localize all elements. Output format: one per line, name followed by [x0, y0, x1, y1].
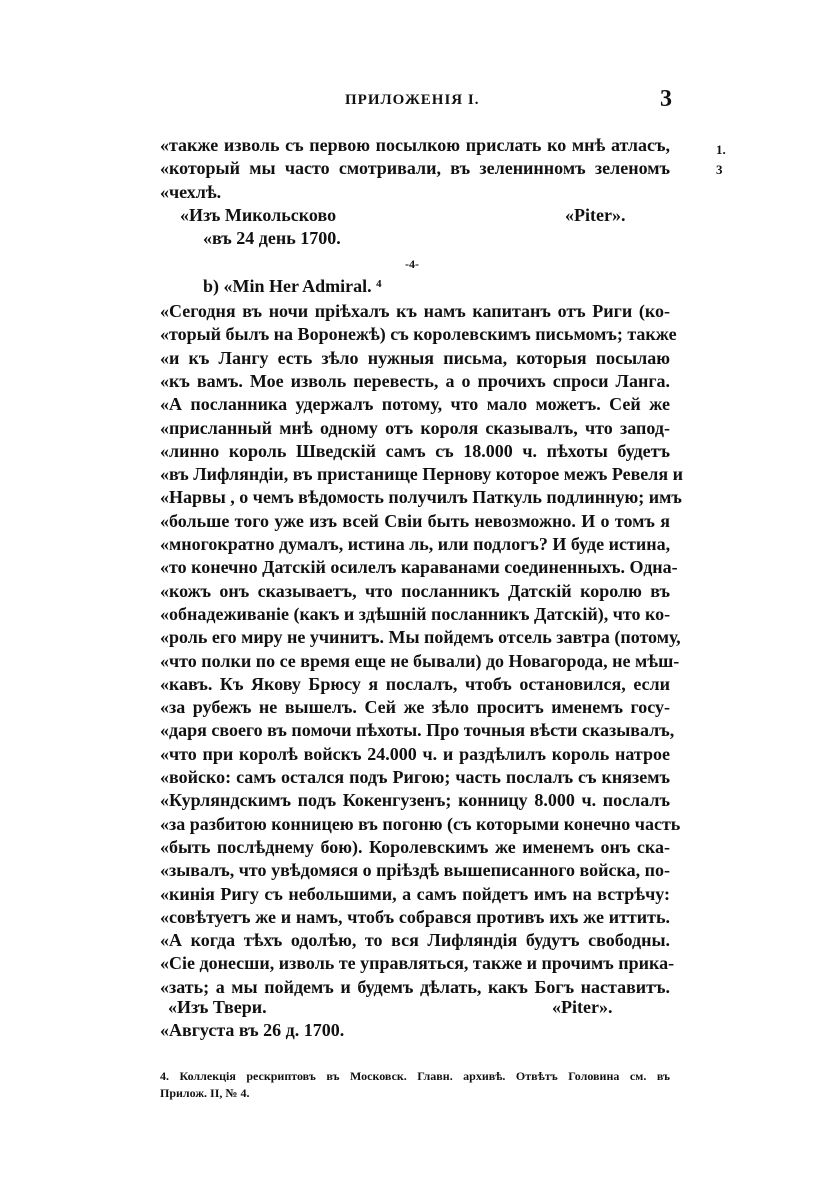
body-line: «кожъ онъ сказываетъ, что посланникъ Датскій королю въ	[160, 580, 670, 601]
body-line: «что полки по се время еще не бывали) до Новагорода, не мѣш-	[160, 650, 680, 671]
body-line: «Курляндскимъ подъ Кокенгузенъ; конницу 8.000 ч. послалъ	[160, 790, 670, 811]
intro-line: «который мы часто смотривали, въ зеленинномъ зеленомъ	[160, 158, 670, 178]
footnote-line: Прилож. II, № 4.	[160, 1086, 250, 1100]
body-line: «даря своего въ помочи пѣхоты. Про точныя вѣсти сказывалъ,	[160, 720, 675, 741]
body-line: «зать; а мы пойдемъ и будемъ дѣлать, какъ Богъ наставитъ.	[160, 976, 670, 997]
body-line: «за рубежъ не вышелъ. Сей же зѣло проситъ именемъ госу-	[160, 697, 670, 718]
body-line: «роль его миру не учинитъ. Мы пойдемъ отсель завтра (потому,	[160, 627, 681, 648]
signoff-signature: «Piter».	[552, 997, 613, 1017]
body-line: «А когда тѣхъ одолѣю, то вся Лифляндія будутъ свободны.	[160, 930, 670, 951]
body-line: «присланный мнѣ одному отъ короля сказывалъ, что запод-	[160, 417, 670, 438]
signoff-date: «въ 24 день 1700.	[203, 228, 341, 248]
body-line: «быть послѣднему бою). Королевскимъ же именемъ онъ ска-	[160, 836, 670, 857]
body-line: «кавъ. Къ Якову Брюсу я послалъ, чтобъ остановился, если	[160, 673, 670, 694]
body-line: «торый былъ на Воронежѣ) съ королевскимъ письмомъ; также	[160, 324, 677, 345]
body-line: «Сегодня въ ночи пріѣхалъ къ намъ капитанъ отъ Риги (ко-	[160, 301, 670, 321]
section-separator: -4-	[405, 257, 419, 271]
body-line: «за разбитою конницею въ погоню (съ которыми конечно часть	[160, 813, 681, 834]
letter-heading: b) «Min Her Admiral. ⁴	[203, 276, 382, 296]
body-line: «обнадеживаніе (какъ и здѣшній посланникъ Датскій), что ко-	[160, 603, 671, 624]
body-line: «совѣтуетъ же и намъ, чтобъ собрався противъ ихъ же иттить.	[160, 906, 670, 927]
intro-line: «также изволь съ первою посылкою прислать ко мнѣ атласъ,	[160, 135, 670, 155]
body-line: «и къ Лангу есть зѣло нужныя письма, которыя посылаю	[160, 347, 670, 368]
signoff-place: «Изъ Твери.	[168, 997, 267, 1017]
signoff-date: «Августа въ 26 д. 1700.	[160, 1020, 345, 1040]
signoff-place: «Изъ Микольсково	[180, 205, 337, 225]
intro-line: «чехлѣ.	[160, 182, 222, 202]
page-number: 3	[660, 86, 672, 112]
body-line: «зывалъ, что увѣдомяся о пріѣздѣ вышеписанного войска, по-	[160, 860, 670, 881]
body-line: «А посланника удержалъ потому, что мало можетъ. Сей же	[160, 394, 670, 415]
body-line: «больше того уже изъ всей Свіи быть невозможно. И о томъ я	[160, 510, 670, 531]
body-line: «то конечно Датскій осилелъ караванами соединенныхъ. Одна-	[160, 557, 678, 578]
margin-note-1: 1.	[716, 142, 726, 157]
body-line: «Сіе донесши, изволь те управляться, также и прочимъ прика-	[160, 953, 675, 974]
margin-note-2: 3	[716, 162, 723, 177]
body-line: «Нарвы , о чемъ вѣдомость получилъ Паткуль подлинную; имъ	[160, 487, 682, 508]
body-line: «многократно думалъ, истина ль, или подлогъ? И буде истина,	[160, 534, 671, 554]
body-line: «къ вамъ. Мое изволь перевесть, а о прочихъ спроси Ланга.	[160, 370, 670, 391]
body-line: «что при королѣ войскъ 24.000 ч. и раздѣлилъ король натрое	[160, 743, 670, 764]
body-line: «въ Лифляндіи, въ пристанище Пернову которое межъ Ревеля и	[160, 464, 683, 485]
footnote-line: 4. Коллекція рескриптовъ въ Московск. Главн. архивѣ. Отвѣтъ Головина см. въ	[160, 1069, 670, 1083]
body-line: «линно король Шведскій самъ съ 18.000 ч. пѣхоты будетъ	[160, 440, 670, 461]
running-header: ПРИЛОЖЕНІЯ І.	[345, 92, 480, 108]
body-line: «кинія Ригу съ небольшими, а самъ пойдетъ имъ на встрѣчу:	[160, 883, 670, 904]
signoff-signature: «Piter».	[565, 205, 626, 225]
body-line: «войско: самъ остался подъ Ригою; часть послалъ съ княземъ	[160, 767, 670, 787]
